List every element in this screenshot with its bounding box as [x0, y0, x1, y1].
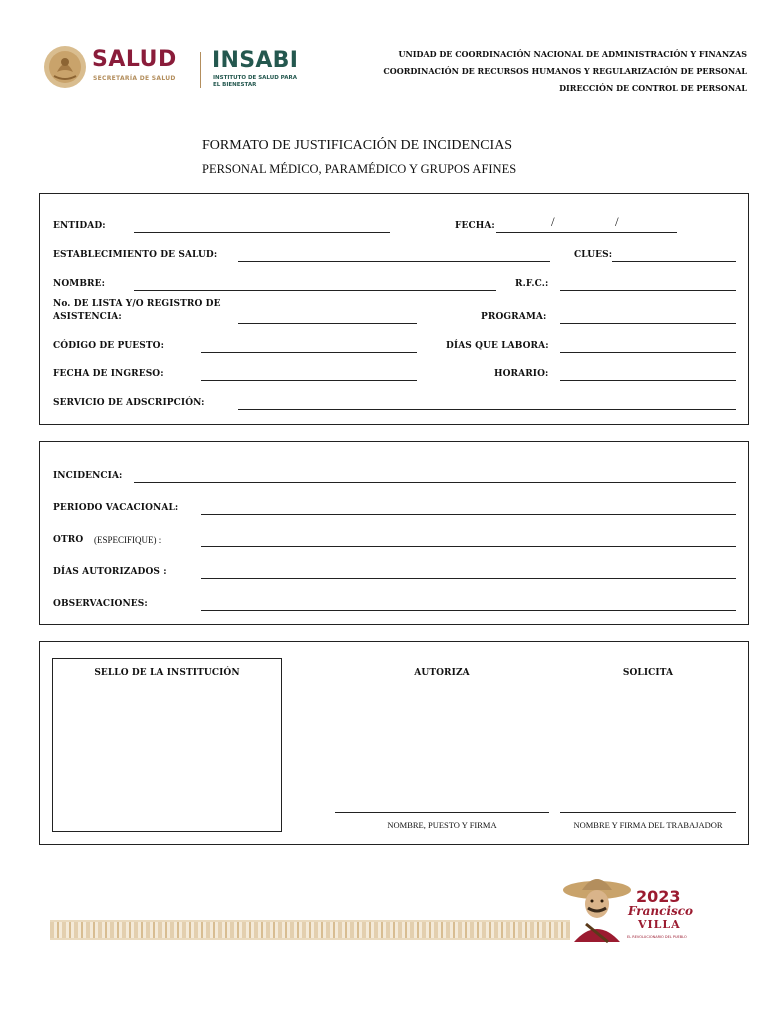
seal-box[interactable] [52, 658, 282, 832]
form-subtitle: PERSONAL MÉDICO, PARAMÉDICO Y GRUPOS AFINES [202, 162, 517, 176]
unit-line-1: UNIDAD DE COORDINACIÓN NACIONAL DE ADMINISTRACIÓN Y FINANZAS [398, 49, 747, 59]
establecimiento-field[interactable] [238, 261, 550, 262]
dias-autorizados-label: DÍAS AUTORIZADOS : [53, 567, 167, 577]
nombre-label: NOMBRE: [53, 279, 105, 289]
salud-logo [42, 44, 192, 90]
autoriza-caption: NOMBRE, PUESTO Y FIRMA [387, 820, 497, 830]
mexico-coat-of-arms-icon [42, 44, 88, 90]
date-separator-2: / [615, 214, 619, 229]
logo-divider [200, 52, 201, 88]
entidad-field[interactable] [134, 232, 390, 233]
incidencia-field[interactable] [134, 482, 736, 483]
lista-label-line-2: ASISTENCIA: [53, 312, 122, 322]
villa-name-2: VILLA [638, 918, 681, 931]
salud-subtitle: SECRETARÍA DE SALUD [93, 75, 176, 82]
form-title: FORMATO DE JUSTIFICACIÓN DE INCIDENCIAS [202, 138, 513, 153]
rfc-label: R.F.C.: [515, 279, 549, 289]
autoriza-signature-line[interactable] [335, 812, 549, 813]
fecha-label: FECHA: [455, 221, 495, 231]
employee-info-section [39, 193, 749, 425]
programa-label: PROGRAMA: [481, 312, 547, 322]
rfc-field[interactable] [560, 290, 736, 291]
decorative-border-band [50, 920, 570, 940]
servicio-label: SERVICIO DE ADSCRIPCIÓN: [53, 398, 205, 408]
insabi-logo [212, 48, 312, 92]
solicita-caption: NOMBRE Y FIRMA DEL TRABAJADOR [573, 820, 723, 830]
entidad-label: ENTIDAD: [53, 221, 106, 231]
villa-year: 2023 [636, 887, 681, 906]
clues-label: CLUES: [574, 250, 613, 260]
salud-wordmark: SALUD [92, 47, 177, 72]
solicita-label: SOLICITA [622, 668, 674, 678]
otro-label: OTRO [53, 535, 84, 545]
otro-field[interactable] [201, 546, 736, 547]
insabi-wordmark: INSABI [212, 48, 299, 73]
fecha-ingreso-label: FECHA DE INGRESO: [53, 369, 164, 379]
unit-line-2: COORDINACIÓN DE RECURSOS HUMANOS Y REGULARIZACIÓN DE PERSONAL [383, 66, 747, 76]
horario-field[interactable] [560, 380, 736, 381]
insabi-subtitle-2: EL BIENESTAR [213, 82, 257, 88]
villa-motto: EL REVOLUCIONARIO DEL PUEBLO [627, 935, 687, 939]
codigo-puesto-label: CÓDIGO DE PUESTO: [53, 341, 165, 351]
dias-labora-label: DÍAS QUE LABORA: [446, 341, 549, 351]
programa-field[interactable] [560, 323, 736, 324]
clues-field[interactable] [612, 261, 736, 262]
fecha-field[interactable] [496, 232, 677, 233]
villa-name-1: Francisco [628, 904, 694, 918]
observaciones-field[interactable] [201, 610, 736, 611]
otro-note: (ESPECIFIQUE) : [94, 535, 162, 545]
horario-label: HORARIO: [494, 369, 549, 379]
dias-labora-field[interactable] [560, 352, 736, 353]
dias-autorizados-field[interactable] [201, 578, 736, 579]
periodo-vacacional-field[interactable] [201, 514, 736, 515]
seal-label: SELLO DE LA INSTITUCIÓN [94, 668, 240, 678]
date-separator-1: / [551, 214, 555, 229]
nombre-field[interactable] [134, 290, 496, 291]
incidence-section [39, 441, 749, 625]
insabi-subtitle-1: INSTITUTO DE SALUD PARA [213, 75, 297, 81]
unit-line-3: DIRECCIÓN DE CONTROL DE PERSONAL [559, 83, 747, 93]
francisco-villa-portrait-icon [560, 872, 634, 944]
servicio-field[interactable] [238, 409, 736, 410]
fecha-ingreso-field[interactable] [201, 380, 417, 381]
establecimiento-label: ESTABLECIMIENTO DE SALUD: [53, 250, 218, 260]
autoriza-label: AUTORIZA [414, 668, 470, 678]
solicita-signature-line[interactable] [560, 812, 736, 813]
periodo-vacacional-label: PERIODO VACACIONAL: [53, 503, 179, 513]
observaciones-label: OBSERVACIONES: [53, 599, 148, 609]
lista-label-line-1: No. DE LISTA Y/O REGISTRO DE [53, 299, 221, 309]
codigo-puesto-field[interactable] [201, 352, 417, 353]
incidencia-label: INCIDENCIA: [53, 471, 123, 481]
lista-field[interactable] [238, 323, 417, 324]
